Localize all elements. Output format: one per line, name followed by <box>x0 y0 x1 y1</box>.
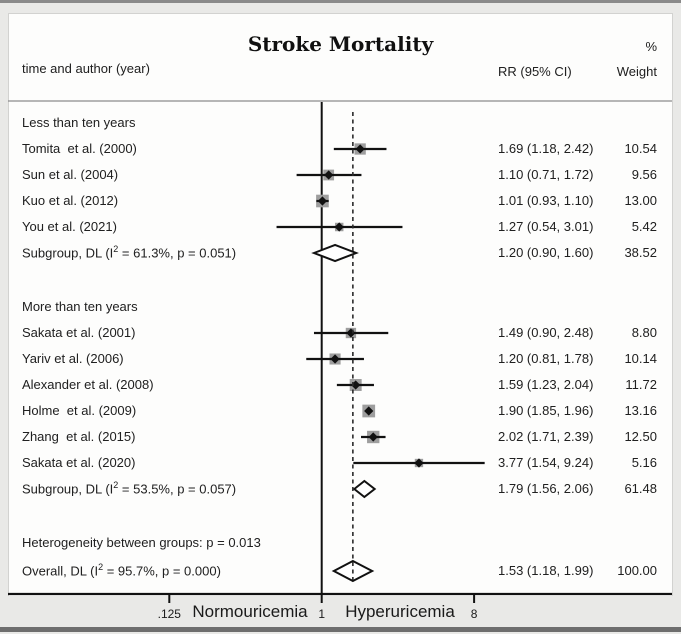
weight-value: 8.80 <box>631 325 657 340</box>
rr-ci-value: 1.20 (0.81, 1.78) <box>498 351 594 366</box>
study-label: You et al. (2021) <box>22 219 117 234</box>
axis-tick-label: .125 <box>157 607 181 621</box>
group-header: Less than ten years <box>22 115 136 130</box>
rr-ci-value: 1.49 (0.90, 2.48) <box>498 325 594 340</box>
weight-value: 11.72 <box>625 377 657 392</box>
rr-ci-value: 1.59 (1.23, 2.04) <box>498 377 594 392</box>
column-header-percent: % <box>645 39 657 54</box>
rr-ci-value: 3.77 (1.54, 9.24) <box>498 455 594 470</box>
rr-ci-value: 1.53 (1.18, 1.99) <box>498 563 594 578</box>
weight-value: 100.00 <box>617 563 657 578</box>
weight-value: 13.16 <box>624 403 657 418</box>
rr-ci-value: 1.79 (1.56, 2.06) <box>498 481 594 496</box>
column-header-weight: Weight <box>616 64 657 79</box>
subgroup-label <box>22 244 236 260</box>
study-label: Zhang et al. (2015) <box>22 429 136 444</box>
axis-label-hyperuricemia: Hyperuricemia <box>345 602 455 621</box>
study-label: Alexander et al. (2008) <box>22 377 154 392</box>
label-text: Overall, DL (I <box>22 563 99 579</box>
axis-tick-label: 1 <box>318 607 326 621</box>
chart-title: Stroke Mortality <box>247 32 434 56</box>
rr-ci-value: 1.27 (0.54, 3.01) <box>498 219 594 234</box>
column-header-author: time and author (year) <box>22 61 150 76</box>
weight-value: 61.48 <box>624 481 657 496</box>
label-text: Subgroup, DL (I <box>22 481 114 497</box>
weight-value: 13.00 <box>624 193 657 208</box>
label-superscript: 2 <box>113 244 119 254</box>
study-label: Sun et al. (2004) <box>22 167 119 182</box>
label-superscript: 2 <box>113 480 119 490</box>
rr-ci-value: 1.01 (0.93, 1.10) <box>498 193 594 208</box>
rr-ci-value: 1.20 (0.90, 1.60) <box>498 245 594 260</box>
weight-value: 38.52 <box>624 245 657 260</box>
study-label: Sakata et al. (2020) <box>22 455 136 470</box>
group-header: More than ten years <box>22 299 138 314</box>
label-text: = 95.7%, p = 0.000) <box>103 563 221 579</box>
study-label: Holme et al. (2009) <box>22 403 137 418</box>
rr-ci-value: 1.69 (1.18, 2.42) <box>498 141 594 156</box>
subgroup-diamond <box>354 481 374 497</box>
weight-value: 5.16 <box>631 455 657 470</box>
axis-label-normouricemia: Normouricemia <box>192 602 308 621</box>
subgroup-label <box>22 480 236 496</box>
weight-value: 10.14 <box>624 351 657 366</box>
study-label: Sakata et al. (2001) <box>22 325 136 340</box>
weight-value: 9.56 <box>631 167 657 182</box>
rr-ci-value: 1.10 (0.71, 1.72) <box>498 167 594 182</box>
study-label: Yariv et al. (2006) <box>22 351 124 366</box>
overall-label <box>22 562 221 578</box>
weight-value: 5.42 <box>631 219 657 234</box>
label-superscript: 2 <box>98 562 104 572</box>
rr-ci-value: 1.90 (1.85, 1.96) <box>498 403 594 418</box>
axis-tick-label: 8 <box>470 607 478 621</box>
label-text: Subgroup, DL (I <box>22 245 114 261</box>
weight-value: 10.54 <box>624 141 657 156</box>
column-header-rr: RR (95% CI) <box>498 64 572 79</box>
rr-ci-value: 2.02 (1.71, 2.39) <box>498 429 594 444</box>
subgroup-diamond <box>314 245 356 261</box>
label-text: = 53.5%, p = 0.057) <box>118 481 237 497</box>
heterogeneity-note: Heterogeneity between groups: p = 0.013 <box>22 535 261 550</box>
weight-value: 12.50 <box>624 429 657 444</box>
study-label: Kuo et al. (2012) <box>22 193 119 208</box>
study-label: Tomita et al. (2000) <box>22 141 137 156</box>
label-text: = 61.3%, p = 0.051) <box>118 245 237 261</box>
